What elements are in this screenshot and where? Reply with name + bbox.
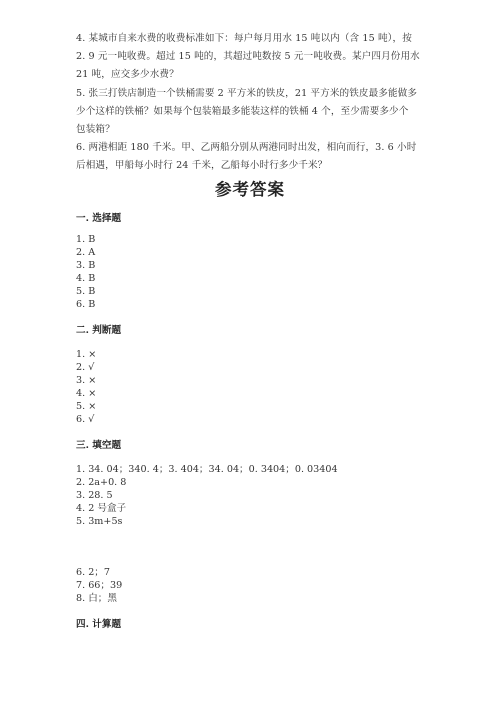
list-item: 2. A <box>76 247 96 258</box>
problem-line: 21 吨，应交多少水费？ <box>76 69 179 81</box>
section-heading-choice: 一. 选择题 <box>76 213 122 224</box>
word-problems <box>76 30 436 176</box>
problem-line: 2. 9 元一吨收费。超过 15 吨的，其超过吨数按 5 元一吨收费。某户四月份用水 <box>76 51 420 63</box>
list-item: 6. √ <box>76 414 95 425</box>
list-item: 4. × <box>76 388 97 399</box>
list-item: 3. B <box>76 260 96 271</box>
list-item: 2. 2a+0. 8 <box>76 477 127 488</box>
list-item: 4. B <box>76 273 96 284</box>
list-item: 8. 白；黑 <box>76 593 117 604</box>
problem-line: 5. 张三打铁店制造一个铁桶需要 2 平方米的铁皮，21 平方米的铁皮最多能做多 <box>76 87 418 99</box>
fill-answer-list-b <box>76 566 122 605</box>
problem-line: 6. 两港相距 180 千米。甲、乙两船分别从两港同时出发，相向而行，3. 6 小时 <box>76 142 417 154</box>
list-item: 5. 3m+5s <box>76 516 123 527</box>
problem-line: 少个这样的铁桶？如果每个包装箱最多能装这样的铁桶 4 个，至少需要多少个 <box>76 105 409 117</box>
section-heading-fill: 三. 填空题 <box>76 440 122 451</box>
list-item: 6. 2；7 <box>76 567 111 578</box>
section-heading-calc: 四. 计算题 <box>76 619 122 630</box>
list-item: 1. B <box>76 234 96 245</box>
list-item: 6. B <box>76 299 96 310</box>
list-item: 1. 34. 04；340. 4；3. 404；34. 04；0. 3404；0. 03404 <box>76 464 338 475</box>
page-title: 参考答案 <box>215 180 285 199</box>
list-item: 7. 66；39 <box>76 580 123 591</box>
list-item: 4. 2 号盒子 <box>76 503 127 514</box>
list-item: 2. √ <box>76 362 95 373</box>
section-heading-judge: 二. 判断题 <box>76 325 122 336</box>
problem-line: 4. 某城市自来水费的收费标准如下：每户每月用水 15 吨以内（含 15 吨），按 <box>76 33 412 44</box>
list-item: 5. × <box>76 401 97 412</box>
list-item: 1. × <box>76 349 97 360</box>
list-item: 3. × <box>76 375 97 386</box>
list-item: 3. 28. 5 <box>76 490 113 501</box>
choice-answer-list <box>76 233 95 311</box>
fill-answer-list-a <box>76 463 338 528</box>
judge-answer-list <box>76 348 96 426</box>
problem-line: 后相遇，甲船每小时行 24 千米，乙船每小时行多少千米？ <box>76 160 328 172</box>
problem-line: 包装箱？ <box>76 124 115 136</box>
list-item: 5. B <box>76 286 96 297</box>
